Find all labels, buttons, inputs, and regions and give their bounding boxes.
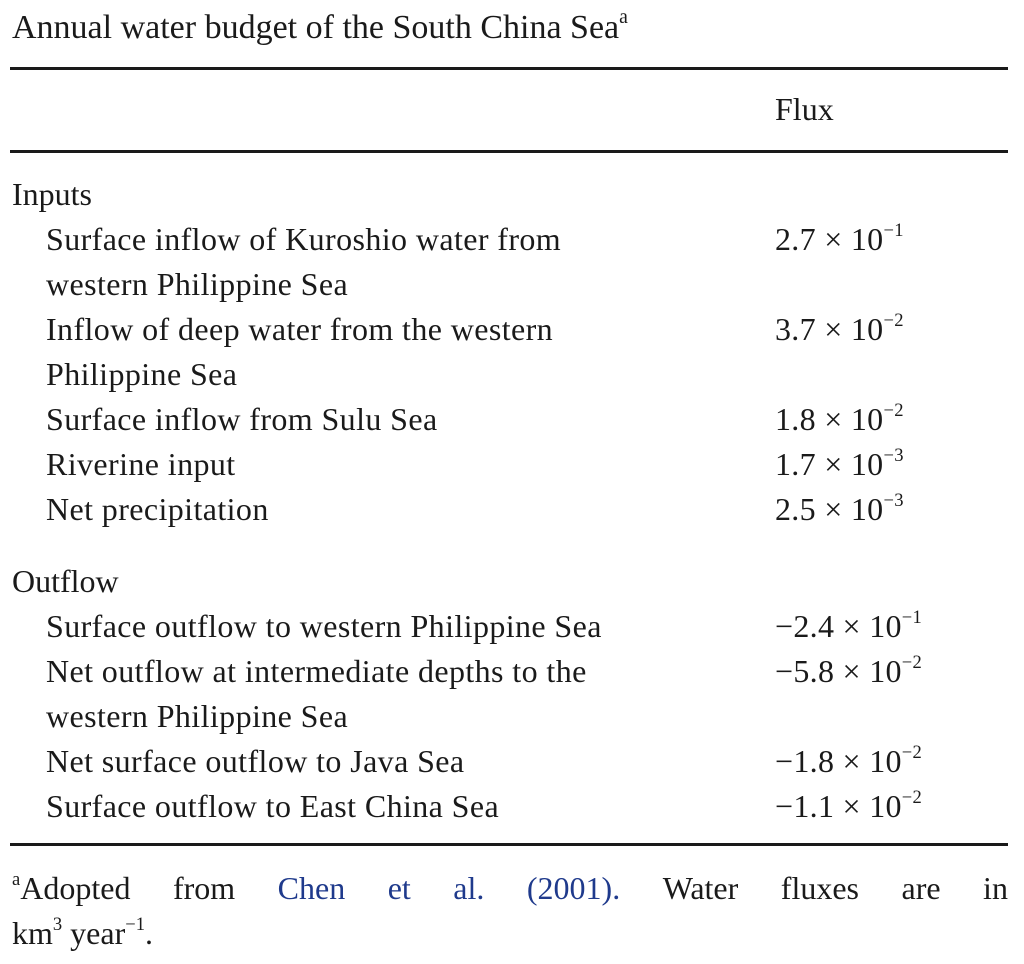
flux-mantissa: −5.8 × 10	[775, 653, 902, 689]
flux-mantissa: 3.7 × 10	[775, 311, 884, 347]
citation-link-word[interactable]: et	[387, 870, 411, 906]
row-label	[12, 649, 740, 739]
flux-exponent: −1	[883, 220, 904, 242]
row-label-line: Net surface outflow to Java Sea	[46, 743, 465, 779]
flux-exponent: −1	[901, 607, 923, 629]
table-title	[12, 6, 628, 50]
row-value	[740, 397, 904, 442]
row-label-line: Inflow of deep water from the western	[46, 311, 554, 347]
bottom-rule	[10, 843, 1008, 846]
row-label	[12, 217, 740, 307]
row-label-line: Philippine Sea	[46, 356, 238, 392]
unit-year: year	[70, 915, 126, 951]
flux-mantissa: 1.8 × 10	[775, 401, 884, 437]
footnote-word: Water	[662, 870, 739, 906]
row-value	[740, 487, 904, 532]
footnote-marker: a	[12, 869, 21, 891]
flux-exponent: −2	[901, 787, 923, 809]
flux-exponent: −2	[883, 400, 904, 422]
footnote	[12, 866, 1008, 956]
table-row	[12, 487, 1002, 532]
citation-link-word[interactable]: (2001).	[526, 870, 621, 906]
row-label-line: Net precipitation	[46, 491, 269, 527]
footnote-word-text: Adopted	[20, 870, 131, 906]
row-value	[740, 604, 922, 649]
table-row	[12, 604, 1002, 649]
footnote-word: from	[172, 870, 236, 906]
row-value	[740, 307, 904, 397]
table-row	[12, 442, 1002, 487]
unit-km-exponent: 3	[52, 914, 63, 936]
flux-mantissa: 2.5 × 10	[775, 491, 884, 527]
citation-link-word[interactable]: Chen	[277, 870, 346, 906]
flux-exponent: −3	[883, 445, 904, 467]
flux-mantissa: 2.7 × 10	[775, 221, 884, 257]
row-label-line: Surface inflow from Sulu Sea	[46, 401, 438, 437]
row-value	[740, 649, 922, 739]
row-label	[12, 487, 740, 532]
row-label	[12, 307, 740, 397]
footnote-word: fluxes	[780, 870, 859, 906]
row-label-line: western Philippine Sea	[46, 698, 349, 734]
table-row	[12, 784, 1002, 829]
footnote-word: in	[983, 870, 1008, 906]
title-footnote-marker: a	[619, 6, 628, 29]
table-body	[12, 172, 1002, 829]
unit-km: km	[12, 915, 53, 951]
section-title: Outflow	[12, 563, 119, 599]
citation-link-word[interactable]: al.	[453, 870, 485, 906]
row-label	[12, 739, 740, 784]
flux-mantissa: −1.8 × 10	[775, 743, 902, 779]
footnote-line-1	[12, 866, 1008, 911]
flux-exponent: −3	[883, 490, 904, 512]
row-label-line: Surface inflow of Kuroshio water from	[46, 221, 562, 257]
row-label	[12, 604, 740, 649]
row-value	[740, 217, 904, 307]
row-value	[740, 784, 922, 829]
row-label-line: western Philippine Sea	[46, 266, 349, 302]
unit-year-exponent: −1	[125, 914, 145, 936]
table-row	[12, 649, 1002, 739]
row-value	[740, 442, 904, 487]
footnote-end: .	[144, 915, 153, 951]
table-title-text: Annual water budget of the South China Sea	[12, 9, 620, 46]
header-rule	[10, 150, 1008, 153]
row-label	[12, 442, 740, 487]
flux-mantissa: −1.1 × 10	[775, 788, 902, 824]
footnote-word: are	[901, 870, 941, 906]
table-row	[12, 307, 1002, 397]
row-label-line: Surface outflow to East China Sea	[46, 788, 500, 824]
table-row	[12, 397, 1002, 442]
top-rule	[10, 67, 1008, 70]
table-row	[12, 739, 1002, 784]
row-label	[12, 784, 740, 829]
row-value	[740, 739, 922, 784]
row-label-line: Net outflow at intermediate depths to the	[46, 653, 587, 689]
table-row	[12, 217, 1002, 307]
flux-mantissa: 1.7 × 10	[775, 446, 884, 482]
footnote-word	[12, 866, 130, 911]
flux-exponent: −2	[901, 742, 923, 764]
section-title: Inputs	[12, 176, 92, 212]
flux-exponent: −2	[883, 310, 904, 332]
flux-mantissa: −2.4 × 10	[775, 608, 902, 644]
flux-exponent: −2	[901, 652, 923, 674]
row-label-line: Surface outflow to western Philippine Sea	[46, 608, 602, 644]
section-gap	[12, 532, 1002, 559]
footnote-line-2	[12, 911, 1008, 956]
row-label	[12, 397, 740, 442]
column-header-flux: Flux	[775, 91, 834, 127]
row-label-line: Riverine input	[46, 446, 236, 482]
